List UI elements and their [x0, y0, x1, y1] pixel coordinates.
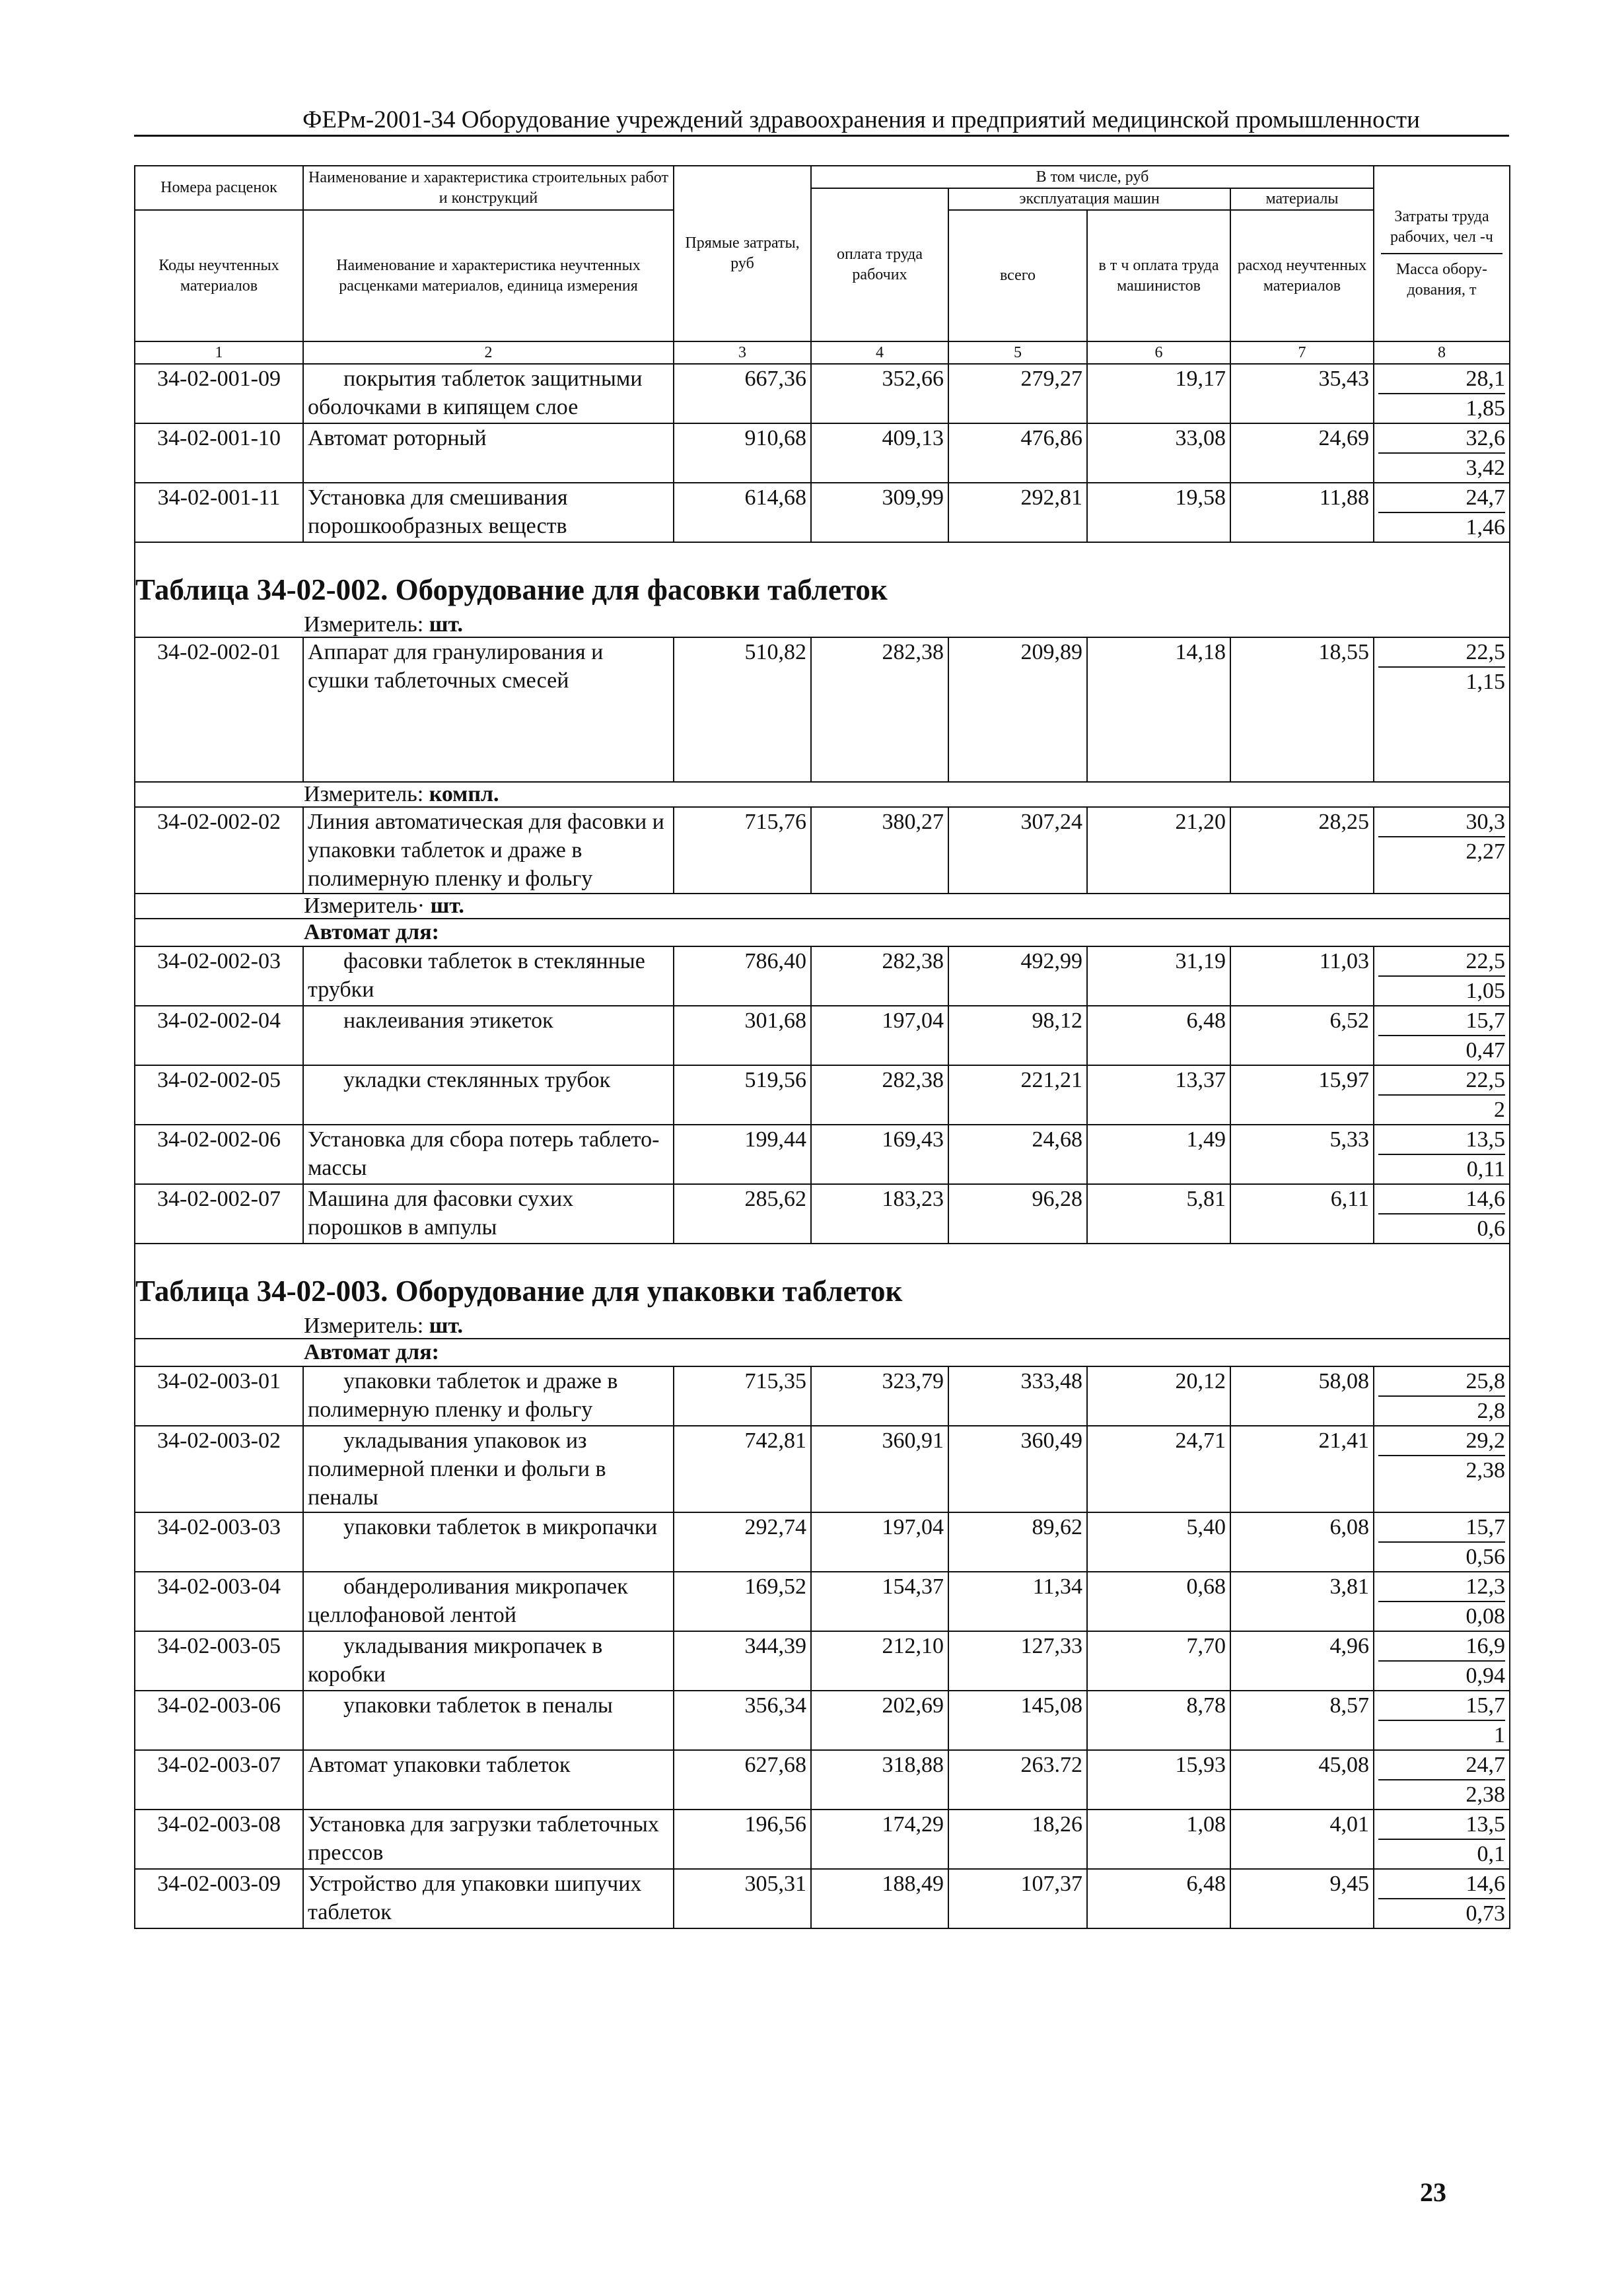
equipment-mass: 0,73 [1465, 1901, 1505, 1926]
labor-hours: 28,1 [1378, 365, 1505, 394]
work-name-text: укладывания микропачек в коробки [308, 1634, 603, 1687]
labor-hours: 24,7 [1378, 1751, 1505, 1780]
work-name [303, 807, 674, 894]
labor-mass [1374, 364, 1510, 423]
header-direct-costs: Прямые затраты, руб [674, 166, 811, 341]
direct-costs: 667,36 [674, 364, 811, 423]
rate-code: 34-02-003-08 [135, 1810, 303, 1869]
table-row [135, 1426, 1510, 1512]
labor-hours: 14,6 [1378, 1870, 1505, 1899]
header-mass: Масса обору-дования, т [1395, 261, 1488, 299]
direct-costs: 614,68 [674, 483, 811, 542]
table-row [135, 423, 1510, 483]
machines-total: 98,12 [948, 1006, 1087, 1065]
work-name-text: наклеивания этикеток [343, 1008, 553, 1033]
header-including: В том числе, руб [811, 166, 1374, 188]
unaccounted-materials: 9,45 [1230, 1869, 1374, 1928]
operator-pay: 24,71 [1087, 1426, 1230, 1512]
work-name [303, 1691, 674, 1750]
header-labor: Затраты труда рабочих, чел -ч [1390, 208, 1493, 246]
table-row [135, 946, 1510, 1006]
column-number: 2 [303, 341, 674, 364]
measure-unit [135, 782, 1510, 807]
rate-code: 34-02-002-07 [135, 1184, 303, 1244]
worker-pay: 212,10 [811, 1631, 948, 1691]
unaccounted-materials: 58,08 [1230, 1366, 1374, 1426]
work-name-text: укладывания упаковок из полимерной пленки и фольги в пеналы [308, 1428, 606, 1510]
column-numbers-row [135, 341, 1510, 364]
unaccounted-materials: 8,57 [1230, 1691, 1374, 1750]
rate-code: 34-02-003-04 [135, 1572, 303, 1631]
operator-pay: 20,12 [1087, 1366, 1230, 1426]
machines-total: 145,08 [948, 1691, 1087, 1750]
table-row [135, 1366, 1510, 1426]
operator-pay: 8,78 [1087, 1691, 1230, 1750]
labor-hours: 15,7 [1378, 1691, 1505, 1721]
work-name [303, 423, 674, 483]
machines-total: 11,34 [948, 1572, 1087, 1631]
machines-total: 307,24 [948, 807, 1087, 894]
worker-pay: 360,91 [811, 1426, 948, 1512]
worker-pay: 282,38 [811, 637, 948, 782]
equipment-mass: 0,1 [1477, 1842, 1505, 1866]
worker-pay: 282,38 [811, 946, 948, 1006]
labor-mass [1374, 1065, 1510, 1125]
work-name-text: упаковки таблеток в микропачки [343, 1515, 658, 1539]
unaccounted-materials: 6,52 [1230, 1006, 1374, 1065]
machines-total: 89,62 [948, 1512, 1087, 1572]
running-header: ФЕРм-2001-34 Оборудование учреждений здравоохранения и предприятий медицинской промышленности [302, 106, 1420, 133]
direct-costs: 910,68 [674, 423, 811, 483]
operator-pay: 6,48 [1087, 1006, 1230, 1065]
equipment-mass: 1,46 [1465, 515, 1505, 540]
operator-pay: 19,58 [1087, 483, 1230, 542]
header-rule [134, 135, 1509, 137]
unaccounted-materials: 15,97 [1230, 1065, 1374, 1125]
labor-mass [1374, 807, 1510, 894]
worker-pay: 183,23 [811, 1184, 948, 1244]
work-name [303, 364, 674, 423]
labor-hours: 15,7 [1378, 1513, 1505, 1543]
equipment-mass: 2,38 [1465, 1782, 1505, 1807]
section-title: Таблица 34-02-003. Оборудование для упаковки таблеток [135, 1244, 1510, 1314]
operator-pay: 31,19 [1087, 946, 1230, 1006]
measure-label: Измеритель: [304, 1314, 424, 1338]
rate-code: 34-02-001-11 [135, 483, 303, 542]
unaccounted-materials: 6,11 [1230, 1184, 1374, 1244]
measure-unit-value: шт. [430, 894, 464, 918]
work-name-text: Установка для загрузки таблеточных прессов [308, 1812, 659, 1865]
section-title: Таблица 34-02-002. Оборудование для фасовки таблеток [135, 542, 1510, 613]
column-number: 8 [1374, 341, 1510, 364]
worker-pay: 154,37 [811, 1572, 948, 1631]
rate-code: 34-02-003-09 [135, 1869, 303, 1928]
direct-costs: 292,74 [674, 1512, 811, 1572]
table-row [135, 1184, 1510, 1244]
measure-unit-value: шт. [429, 1314, 464, 1338]
labor-mass [1374, 1006, 1510, 1065]
operator-pay: 7,70 [1087, 1631, 1230, 1691]
work-name [303, 1810, 674, 1869]
table-row [135, 807, 1510, 894]
direct-costs: 742,81 [674, 1426, 811, 1512]
column-number: 6 [1087, 341, 1230, 364]
group-heading: Автомат для: [135, 1339, 1510, 1366]
work-name [303, 1006, 674, 1065]
labor-mass [1374, 1869, 1510, 1928]
labor-mass [1374, 1750, 1510, 1810]
rate-code: 34-02-002-04 [135, 1006, 303, 1065]
table-row [135, 1869, 1510, 1928]
labor-mass [1374, 1572, 1510, 1631]
direct-costs: 344,39 [674, 1631, 811, 1691]
header-operator-pay: в т ч оплата труда машинистов [1087, 210, 1230, 341]
work-name [303, 1065, 674, 1125]
labor-mass [1374, 1810, 1510, 1869]
unaccounted-materials: 21,41 [1230, 1426, 1374, 1512]
labor-mass [1374, 1631, 1510, 1691]
machines-total: 476,86 [948, 423, 1087, 483]
work-name-text: Автомат упаковки таблеток [308, 1753, 571, 1777]
worker-pay: 188,49 [811, 1869, 948, 1928]
unaccounted-materials: 11,03 [1230, 946, 1374, 1006]
labor-mass [1374, 1512, 1510, 1572]
direct-costs: 196,56 [674, 1810, 811, 1869]
machines-total: 18,26 [948, 1810, 1087, 1869]
rate-code: 34-02-002-02 [135, 807, 303, 894]
labor-hours: 14,6 [1378, 1185, 1505, 1214]
machines-total: 221,21 [948, 1065, 1087, 1125]
rate-code: 34-02-001-09 [135, 364, 303, 423]
labor-hours: 16,9 [1378, 1632, 1505, 1662]
work-name-text: Устройство для упаковки шипучих таблеток [308, 1872, 642, 1924]
rate-code: 34-02-003-06 [135, 1691, 303, 1750]
header-divider [1381, 253, 1502, 254]
direct-costs: 715,76 [674, 807, 811, 894]
direct-costs: 786,40 [674, 946, 811, 1006]
unaccounted-materials: 6,08 [1230, 1512, 1374, 1572]
labor-mass [1374, 1125, 1510, 1184]
work-name [303, 1572, 674, 1631]
rates-table [134, 165, 1510, 1929]
unaccounted-materials: 24,69 [1230, 423, 1374, 483]
unaccounted-materials: 4,01 [1230, 1810, 1374, 1869]
machines-total: 360,49 [948, 1426, 1087, 1512]
labor-hours: 15,7 [1378, 1006, 1505, 1036]
rate-code: 34-02-001-10 [135, 423, 303, 483]
operator-pay: 33,08 [1087, 423, 1230, 483]
direct-costs: 356,34 [674, 1691, 811, 1750]
worker-pay: 409,13 [811, 423, 948, 483]
work-name [303, 1366, 674, 1426]
direct-costs: 301,68 [674, 1006, 811, 1065]
measure-unit-row [135, 782, 1510, 807]
operator-pay: 1,08 [1087, 1810, 1230, 1869]
unaccounted-materials: 45,08 [1230, 1750, 1374, 1810]
labor-mass [1374, 1366, 1510, 1426]
work-name [303, 1426, 674, 1512]
equipment-mass: 0,11 [1466, 1157, 1505, 1181]
equipment-mass: 2,8 [1477, 1399, 1505, 1423]
direct-costs: 715,35 [674, 1366, 811, 1426]
machines-total: 209,89 [948, 637, 1087, 782]
header-machines-total: всего [948, 210, 1087, 341]
header-material-names: Наименование и характеристика неучтенных расценками материалов, единица измерения [303, 210, 674, 341]
header-rate-numbers: Номера расценок [135, 166, 303, 210]
worker-pay: 282,38 [811, 1065, 948, 1125]
table-row [135, 1065, 1510, 1125]
column-number: 5 [948, 341, 1087, 364]
equipment-mass: 1,15 [1465, 670, 1505, 694]
header-machines: эксплуатация машин [948, 188, 1230, 210]
operator-pay: 14,18 [1087, 637, 1230, 782]
measure-label: Измеритель: [304, 782, 424, 806]
column-number: 3 [674, 341, 811, 364]
operator-pay: 5,40 [1087, 1512, 1230, 1572]
rate-code: 34-02-002-06 [135, 1125, 303, 1184]
equipment-mass: 2 [1494, 1098, 1505, 1122]
work-name-text: укладки стеклянных трубок [343, 1068, 611, 1092]
unaccounted-materials: 5,33 [1230, 1125, 1374, 1184]
measure-unit-value: компл. [429, 782, 499, 806]
labor-mass [1374, 423, 1510, 483]
work-name [303, 1631, 674, 1691]
table-row [135, 1006, 1510, 1065]
work-name-text: Машина для фасовки сухих порошков в ампулы [308, 1187, 574, 1240]
work-name-text: упаковки таблеток и драже в полимерную пленку и фольгу [308, 1369, 618, 1422]
work-name-text: Линия автоматическая для фасовки и упаковки таблеток и драже в полимерную пленку и фольгу [308, 810, 664, 891]
table-row [135, 1631, 1510, 1691]
operator-pay: 21,20 [1087, 807, 1230, 894]
rate-code: 34-02-003-03 [135, 1512, 303, 1572]
equipment-mass: 0,08 [1465, 1604, 1505, 1629]
machines-total: 263.72 [948, 1750, 1087, 1810]
worker-pay: 380,27 [811, 807, 948, 894]
direct-costs: 199,44 [674, 1125, 811, 1184]
unaccounted-materials: 11,88 [1230, 483, 1374, 542]
header-worker-pay: оплата труда рабочих [811, 188, 948, 341]
worker-pay: 197,04 [811, 1512, 948, 1572]
column-number: 1 [135, 341, 303, 364]
direct-costs: 627,68 [674, 1750, 811, 1810]
measure-unit [135, 894, 1510, 919]
section-title-row [135, 1244, 1510, 1314]
worker-pay: 352,66 [811, 364, 948, 423]
worker-pay: 169,43 [811, 1125, 948, 1184]
measure-unit-row [135, 1314, 1510, 1339]
worker-pay: 197,04 [811, 1006, 948, 1065]
labor-mass [1374, 1691, 1510, 1750]
unaccounted-materials: 35,43 [1230, 364, 1374, 423]
operator-pay: 5,81 [1087, 1184, 1230, 1244]
direct-costs: 510,82 [674, 637, 811, 782]
rate-code: 34-02-002-01 [135, 637, 303, 782]
table-row [135, 1750, 1510, 1810]
machines-total: 24,68 [948, 1125, 1087, 1184]
work-name [303, 1750, 674, 1810]
operator-pay: 6,48 [1087, 1869, 1230, 1928]
work-name [303, 1869, 674, 1928]
measure-label: Измеритель: [304, 612, 424, 637]
header-labor-mass [1374, 166, 1510, 341]
work-name [303, 1125, 674, 1184]
rate-code: 34-02-003-05 [135, 1631, 303, 1691]
header-materials: материалы [1230, 188, 1374, 210]
worker-pay: 318,88 [811, 1750, 948, 1810]
equipment-mass: 2,27 [1465, 839, 1505, 864]
machines-total: 279,27 [948, 364, 1087, 423]
measure-label: Измеритель· [304, 894, 425, 918]
labor-hours: 12,3 [1378, 1572, 1505, 1602]
labor-hours: 32,6 [1378, 424, 1505, 454]
group-heading: Автомат для: [135, 919, 1510, 946]
measure-unit-row [135, 613, 1510, 637]
rate-code: 34-02-002-05 [135, 1065, 303, 1125]
equipment-mass: 2,38 [1465, 1458, 1505, 1483]
labor-hours: 22,5 [1378, 638, 1505, 668]
unaccounted-materials: 28,25 [1230, 807, 1374, 894]
machines-total: 492,99 [948, 946, 1087, 1006]
work-name-text: покрытия таблеток защитными оболочками в кипящем слое [308, 367, 643, 419]
measure-unit [135, 1314, 1510, 1339]
equipment-mass: 1,85 [1465, 396, 1505, 421]
measure-unit [135, 613, 1510, 637]
group-heading-row [135, 1339, 1510, 1366]
work-name-text: Аппарат для гранулирования и сушки таблеточных смесей [308, 640, 604, 693]
page-number: 23 [1420, 2177, 1446, 2207]
work-name [303, 637, 674, 782]
column-number: 4 [811, 341, 948, 364]
section-title-row [135, 542, 1510, 613]
worker-pay: 202,69 [811, 1691, 948, 1750]
machines-total: 127,33 [948, 1631, 1087, 1691]
work-name-text: Установка для сбора потерь таблето-массы [308, 1127, 660, 1180]
measure-unit-value: шт. [429, 612, 464, 637]
unaccounted-materials: 4,96 [1230, 1631, 1374, 1691]
direct-costs: 285,62 [674, 1184, 811, 1244]
operator-pay: 0,68 [1087, 1572, 1230, 1631]
labor-mass [1374, 637, 1510, 782]
machines-total: 96,28 [948, 1184, 1087, 1244]
table-row [135, 637, 1510, 782]
header-unaccounted-materials: расход неучтенных материалов [1230, 210, 1374, 341]
labor-mass [1374, 946, 1510, 1006]
table-row [135, 1810, 1510, 1869]
measure-unit-row [135, 894, 1510, 919]
equipment-mass: 0,6 [1477, 1216, 1505, 1241]
work-name-text: упаковки таблеток в пеналы [343, 1693, 613, 1718]
operator-pay: 19,17 [1087, 364, 1230, 423]
equipment-mass: 3,42 [1465, 456, 1505, 480]
table-row [135, 1125, 1510, 1184]
header-work-name: Наименование и характеристика строительных работ и конструкций [303, 166, 674, 210]
equipment-mass: 0,47 [1465, 1038, 1505, 1063]
rate-code: 34-02-002-03 [135, 946, 303, 1006]
labor-hours: 30,3 [1378, 808, 1505, 837]
equipment-mass: 0,56 [1465, 1545, 1505, 1569]
worker-pay: 309,99 [811, 483, 948, 542]
table-row [135, 1691, 1510, 1750]
work-name [303, 1512, 674, 1572]
labor-mass [1374, 1184, 1510, 1244]
work-name-text: Автомат роторный [308, 426, 487, 450]
labor-hours: 13,5 [1378, 1810, 1505, 1840]
labor-mass [1374, 1426, 1510, 1512]
operator-pay: 13,37 [1087, 1065, 1230, 1125]
work-name-text: фасовки таблеток в стеклянные трубки [308, 949, 645, 1002]
work-name [303, 1184, 674, 1244]
rate-code: 34-02-003-07 [135, 1750, 303, 1810]
labor-hours: 22,5 [1378, 1066, 1505, 1096]
operator-pay: 15,93 [1087, 1750, 1230, 1810]
worker-pay: 323,79 [811, 1366, 948, 1426]
work-name [303, 946, 674, 1006]
labor-hours: 24,7 [1378, 483, 1505, 513]
labor-hours: 29,2 [1378, 1426, 1505, 1456]
worker-pay: 174,29 [811, 1810, 948, 1869]
work-name [303, 483, 674, 542]
machines-total: 107,37 [948, 1869, 1087, 1928]
column-number: 7 [1230, 341, 1374, 364]
header-material-codes: Коды неучтенных материалов [135, 210, 303, 341]
work-name-text: обандероливания микропачек целлофановой лентой [308, 1574, 628, 1627]
work-name-text: Установка для смешивания порошкообразных веществ [308, 485, 568, 538]
labor-mass [1374, 483, 1510, 542]
direct-costs: 305,31 [674, 1869, 811, 1928]
group-heading-row [135, 919, 1510, 946]
equipment-mass: 0,94 [1465, 1664, 1505, 1688]
direct-costs: 519,56 [674, 1065, 811, 1125]
rate-code: 34-02-003-02 [135, 1426, 303, 1512]
machines-total: 292,81 [948, 483, 1087, 542]
labor-hours: 13,5 [1378, 1125, 1505, 1155]
machines-total: 333,48 [948, 1366, 1087, 1426]
equipment-mass: 1 [1494, 1723, 1505, 1747]
labor-hours: 22,5 [1378, 947, 1505, 977]
table-row [135, 1572, 1510, 1631]
unaccounted-materials: 18,55 [1230, 637, 1374, 782]
direct-costs: 169,52 [674, 1572, 811, 1631]
unaccounted-materials: 3,81 [1230, 1572, 1374, 1631]
rate-code: 34-02-003-01 [135, 1366, 303, 1426]
table-row [135, 1512, 1510, 1572]
labor-hours: 25,8 [1378, 1367, 1505, 1397]
equipment-mass: 1,05 [1465, 979, 1505, 1003]
operator-pay: 1,49 [1087, 1125, 1230, 1184]
table-row [135, 483, 1510, 542]
table-row [135, 364, 1510, 423]
